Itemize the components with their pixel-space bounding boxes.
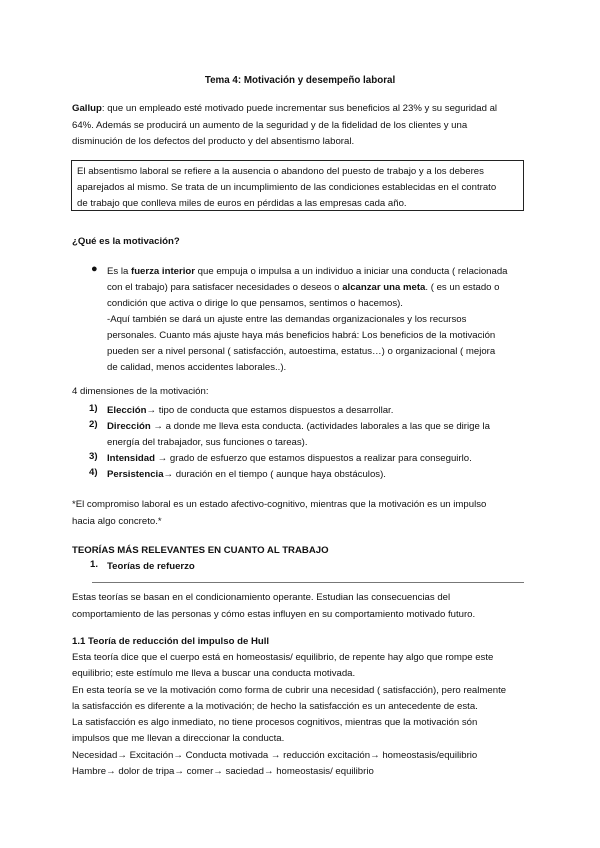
divider-line [92, 582, 524, 583]
hull-heading: 1.1 Teoría de reducción del impulso de Hull [72, 636, 270, 647]
dim-name: Intensidad [107, 453, 155, 464]
dimensions-heading: 4 dimensiones de la motivación: [72, 386, 209, 397]
bullet-line-3: condición que activa o dirige lo que pensamos, sentimos o hacemos). [107, 298, 403, 309]
page-title: Tema 4: Motivación y desempeño laboral [204, 75, 396, 86]
hull-line-5: La satisfacción es algo inmediato, no tiene procesos cognitivos, mientras que la motivación són [72, 717, 478, 729]
dim-text-2: energía del trabajador, sus funciones o tareas). [107, 437, 308, 448]
note-line-1: *El compromiso laboral es un estado afectivo-cognitivo, mientras que la motivación es un impulso [72, 499, 487, 510]
note-line-2: hacia algo concreto.* [72, 515, 162, 527]
gallup-line-3: disminución de los defectos del producto y del absentismo laboral. [72, 136, 355, 147]
gallup-line-2: 64%. Además se producirá un aumento de la seguridad y de la fidelidad de los clientes y una [72, 119, 468, 131]
dim-text: → duración en el tiempo ( aunque haya obstáculos). [163, 469, 386, 480]
subheading-refuerzo: Teorías de refuerzo [107, 561, 195, 572]
dim-name: Elección [107, 405, 147, 416]
bullet-dot: ● [91, 263, 98, 275]
theories-line-1: Estas teorías se basan en el condicionamiento operante. Estudian las consecuencias del [72, 592, 451, 603]
dim-item-intensidad [107, 451, 527, 467]
subheading-number: 1. [90, 559, 99, 570]
dim-item-direccion [107, 419, 527, 451]
bullet-line-4: -Aquí también se dará un ajuste entre las demandas organizacionales y los recursos [107, 314, 467, 325]
bullet-line-2b: . ( es un estado o [425, 282, 500, 293]
bullet-line-5: personales. Cuanto más ajuste haya más beneficios habrá: Los beneficios de la motivación [107, 330, 496, 341]
hull-line-7: Necesidad→ Excitación→ Conducta motivada → reducción excitación→ homeostasis/equilibrio [72, 749, 478, 761]
bullet-line-2a: con el trabajo) para satisfacer necesidades o deseos o [107, 282, 343, 293]
dim-name: Persistencia [107, 469, 164, 480]
gallup-label: Gallup [72, 103, 102, 114]
bullet-line-1: que empuja o impulsa a un individuo a iniciar una conducta ( relacionada [194, 266, 508, 277]
box-line-1: El absentismo laboral se refiere a la ausencia o abandono del puesto de trabajo y a los deberes [77, 166, 484, 177]
bullet-pre: Es la [107, 266, 131, 277]
dim-text: → tipo de conducta que estamos dispuestos a desarrollar. [146, 405, 394, 416]
dim-text: → a donde me lleva esta conducta. (actividades laborales a las que se dirige la [150, 421, 490, 432]
absentismo-box [71, 160, 524, 211]
dim-text: → grado de esfuerzo que estamos dispuestos a realizar para conseguirlo. [154, 453, 472, 464]
gallup-line-1: : que un empleado esté motivado puede incrementar sus beneficios al 23% y su seguridad al [101, 103, 498, 114]
dim-number: 2) [89, 419, 98, 430]
bullet-line-7: de calidad, menos accidentes laborales..). [107, 362, 287, 373]
dim-number: 1) [89, 403, 98, 414]
hull-line-3: En esta teoría se ve la motivación como forma de cubrir una necesidad ( satisfacción), pero realmente [72, 684, 507, 696]
question-heading: ¿Qué es la motivación? [72, 236, 180, 247]
dim-item-persistencia [107, 467, 527, 483]
hull-line-1: Esta teoría dice que el cuerpo está en homeostasis/ equilibrio, de repente hay algo que rompe este [72, 652, 494, 663]
note-paragraph [72, 497, 527, 530]
dim-name: Dirección [107, 421, 151, 432]
bullet-bold-2: alcanzar una meta [342, 282, 426, 293]
gallup-paragraph [72, 101, 527, 151]
hull-line-6: impulsos que me llevan a direccionar la conducta. [72, 733, 285, 745]
box-line-3: de trabajo que conlleva miles de euros en pérdidas a las empresas cada año. [77, 198, 407, 209]
theories-heading: TEORÍAS MÁS RELEVANTES EN CUANTO AL TRABAJO [72, 545, 329, 556]
theories-paragraph [72, 590, 527, 623]
hull-line-2: equilibrio; este estímulo me lleva a buscar una conducta motivada. [72, 668, 356, 680]
dim-item-eleccion [107, 403, 527, 419]
bullet-line-6: pueden ser a nivel personal ( satisfacción, autoestima, estatus…) o organizacional ( mejora [107, 346, 496, 357]
theories-line-2: comportamiento de las personas y cómo estas influyen en su comportamiento motivado futuro. [72, 608, 476, 620]
hull-paragraph [72, 650, 527, 780]
dim-number: 3) [89, 451, 98, 462]
hull-line-4: la satisfacción es diferente a la motivación; de hecho la satisfacción es un antecedente de esta. [72, 700, 478, 712]
bullet-paragraph [107, 264, 532, 376]
dim-number: 4) [89, 467, 98, 478]
hull-line-8: Hambre→ dolor de tripa→ comer→ saciedad→ homeostasis/ equilibrio [72, 766, 374, 778]
bullet-bold-1: fuerza interior [131, 266, 195, 277]
box-line-2: aparejados al mismo. Se trata de un incumplimiento de las condiciones establecidas en el contrato [77, 182, 497, 193]
